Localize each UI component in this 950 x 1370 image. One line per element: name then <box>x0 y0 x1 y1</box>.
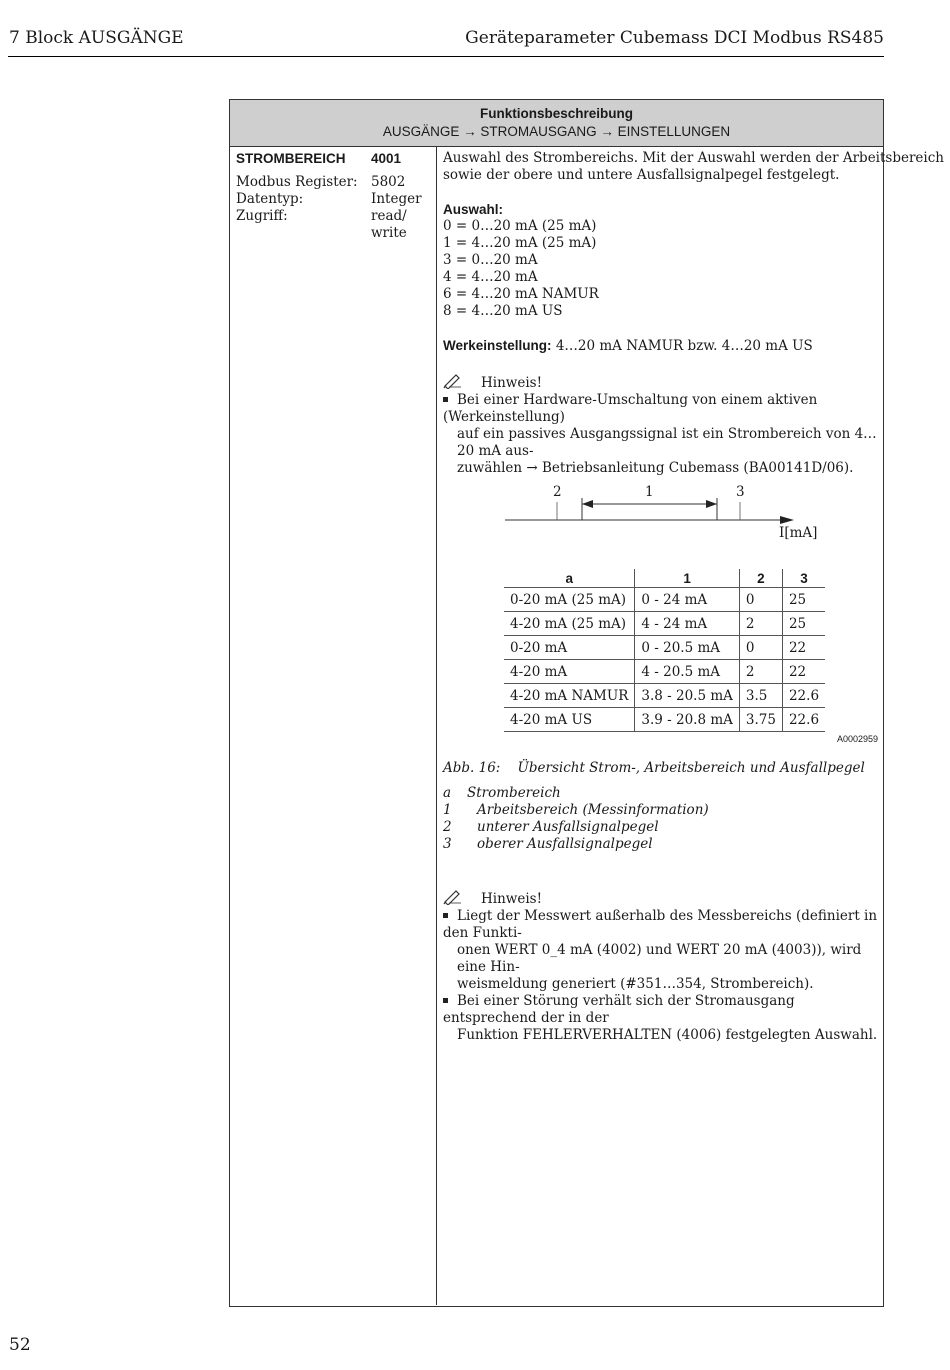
note-title: Hinweis! <box>481 375 543 391</box>
note-line: Funktion FEHLERVERHALTEN (4006) festgelegten Auswahl. <box>457 1027 878 1043</box>
header-3: 3 <box>782 569 825 588</box>
chapter-title: 7 Block AUSGÄNGE <box>9 28 184 48</box>
value-access-1: read/ <box>371 208 407 224</box>
legend-item <box>443 819 709 836</box>
legend-text: oberer Ausfallsignalpegel <box>477 836 653 852</box>
legend-key: 2 <box>443 819 452 835</box>
intro-line-2: sowie der obere und untere Ausfallsignalpegel festgelegt. <box>443 167 840 183</box>
note-line: zuwählen → Betriebsanleitung Cubemass (BA00141D/06). <box>457 460 854 476</box>
marker-2-label: 2 <box>553 484 562 500</box>
cell: 4 - 24 mA <box>635 612 740 636</box>
figure-legend <box>443 785 709 853</box>
function-labels <box>236 174 358 225</box>
bullet-icon <box>443 998 448 1003</box>
document-title: Geräteparameter Cubemass DCI Modbus RS485 <box>465 28 884 48</box>
table-row <box>504 636 825 660</box>
intro-line-1: Auswahl des Strombereichs. Mit der Auswahl werden der Arbeitsbereich <box>443 150 944 166</box>
note-bullets <box>443 908 883 1044</box>
cell: 0 <box>739 588 782 612</box>
label-zugriff: Zugriff: <box>236 208 288 224</box>
cell: 3.5 <box>739 684 782 708</box>
marker-1-label: 1 <box>645 484 654 500</box>
range-arrow-left <box>582 500 593 508</box>
figure-caption: Abb. 16: Übersicht Strom-, Arbeitsbereich und Ausfallpegel <box>443 760 865 776</box>
option-item: 0 = 0…20 mA (25 mA) <box>443 218 597 234</box>
range-arrow-right <box>706 500 717 508</box>
legend-text: unterer Ausfallsignalpegel <box>477 819 659 835</box>
cell: 4-20 mA US <box>504 708 635 732</box>
note-bullet <box>443 392 883 477</box>
legend-key: 3 <box>443 836 452 852</box>
cell: 4-20 mA <box>504 660 635 684</box>
table-row <box>504 684 825 708</box>
function-code: 4001 <box>371 151 402 166</box>
description-intro <box>443 150 944 184</box>
header-a: a <box>565 570 573 586</box>
cell: 3.8 - 20.5 mA <box>635 684 740 708</box>
option-item: 6 = 4…20 mA NAMUR <box>443 286 599 302</box>
current-range-diagram <box>500 478 820 548</box>
legend-text: Strombereich <box>467 785 561 801</box>
table-row <box>504 708 825 732</box>
range-table <box>504 569 825 732</box>
note-line: Liegt der Messwert außerhalb des Messbereichs (definiert in den Funkti- <box>443 908 878 941</box>
header-2: 2 <box>739 569 782 588</box>
cell: 4-20 mA NAMUR <box>504 684 635 708</box>
werk-label: Werkeinstellung: <box>443 338 552 353</box>
note-line: onen WERT 0_4 mA (4002) und WERT 20 mA (4003)), wird eine Hin- <box>457 942 862 975</box>
legend-key: a <box>443 785 452 801</box>
header-1: 1 <box>635 569 740 588</box>
function-name: STROMBEREICH <box>236 151 346 166</box>
legend-item <box>443 836 709 853</box>
range-table-header <box>504 569 825 588</box>
value-register: 5802 <box>371 174 406 190</box>
cell: 0 - 24 mA <box>635 588 740 612</box>
function-values <box>371 174 422 242</box>
table-row <box>504 612 825 636</box>
note-line: Bei einer Störung verhält sich der Stromausgang entsprechend der in der <box>443 993 795 1026</box>
option-item: 1 = 4…20 mA (25 mA) <box>443 235 597 251</box>
table-breadcrumb: AUSGÄNGE → STROMAUSGANG → EINSTELLUNGEN <box>382 124 731 139</box>
note-title: Hinweis! <box>481 891 543 907</box>
auswahl-label: Auswahl: <box>443 202 504 217</box>
bullet-icon <box>443 913 448 918</box>
options-block <box>443 201 599 320</box>
werk-value: 4…20 mA NAMUR bzw. 4…20 mA US <box>551 338 813 354</box>
cell: 4 - 20.5 mA <box>635 660 740 684</box>
axis-arrow <box>780 516 794 524</box>
note-icon <box>443 889 463 909</box>
cell: 22 <box>782 660 825 684</box>
table-heading <box>230 100 883 147</box>
option-item: 4 = 4…20 mA <box>443 269 538 285</box>
note-line: auf ein passives Ausgangssignal ist ein Strombereich von 4…20 mA aus- <box>457 426 877 459</box>
header-rule <box>8 56 884 57</box>
legend-item <box>443 785 709 802</box>
cell: 2 <box>739 660 782 684</box>
factory-setting <box>443 337 813 355</box>
cell: 22.6 <box>782 684 825 708</box>
cell: 25 <box>782 588 825 612</box>
cell: 0 - 20.5 mA <box>635 636 740 660</box>
cell: 22.6 <box>782 708 825 732</box>
page-number: 52 <box>9 1335 31 1355</box>
table-heading-title: Funktionsbeschreibung <box>479 106 633 121</box>
cell: 4-20 mA (25 mA) <box>504 612 635 636</box>
label-datentyp: Datentyp: <box>236 191 304 207</box>
cell: 3.75 <box>739 708 782 732</box>
axis-label: I[mA] <box>779 525 818 541</box>
note-line: Bei einer Hardware-Umschaltung von einem aktiven (Werkeinstellung) <box>443 392 818 425</box>
marker-3-label: 3 <box>736 484 745 500</box>
note-icon <box>443 373 463 393</box>
option-item: 3 = 0…20 mA <box>443 252 538 268</box>
column-divider <box>436 147 437 1305</box>
table-row <box>504 660 825 684</box>
legend-item <box>443 802 709 819</box>
cell: 0-20 mA <box>504 636 635 660</box>
value-access-2: write <box>371 225 407 241</box>
label-modbus-register: Modbus Register: <box>236 174 358 190</box>
cell: 25 <box>782 612 825 636</box>
table-row <box>504 588 825 612</box>
bullet-icon <box>443 397 448 402</box>
legend-text: Arbeitsbereich (Messinformation) <box>477 802 709 818</box>
value-datatype: Integer <box>371 191 422 207</box>
legend-key: 1 <box>443 802 452 818</box>
cell: 3.9 - 20.8 mA <box>635 708 740 732</box>
cell: 0-20 mA (25 mA) <box>504 588 635 612</box>
option-item: 8 = 4…20 mA US <box>443 303 563 319</box>
cell: 2 <box>739 612 782 636</box>
note-line: weismeldung generiert (#351…354, Strombereich). <box>457 976 814 992</box>
cell: 0 <box>739 636 782 660</box>
figure-id: A0002959 <box>837 734 879 744</box>
cell: 22 <box>782 636 825 660</box>
